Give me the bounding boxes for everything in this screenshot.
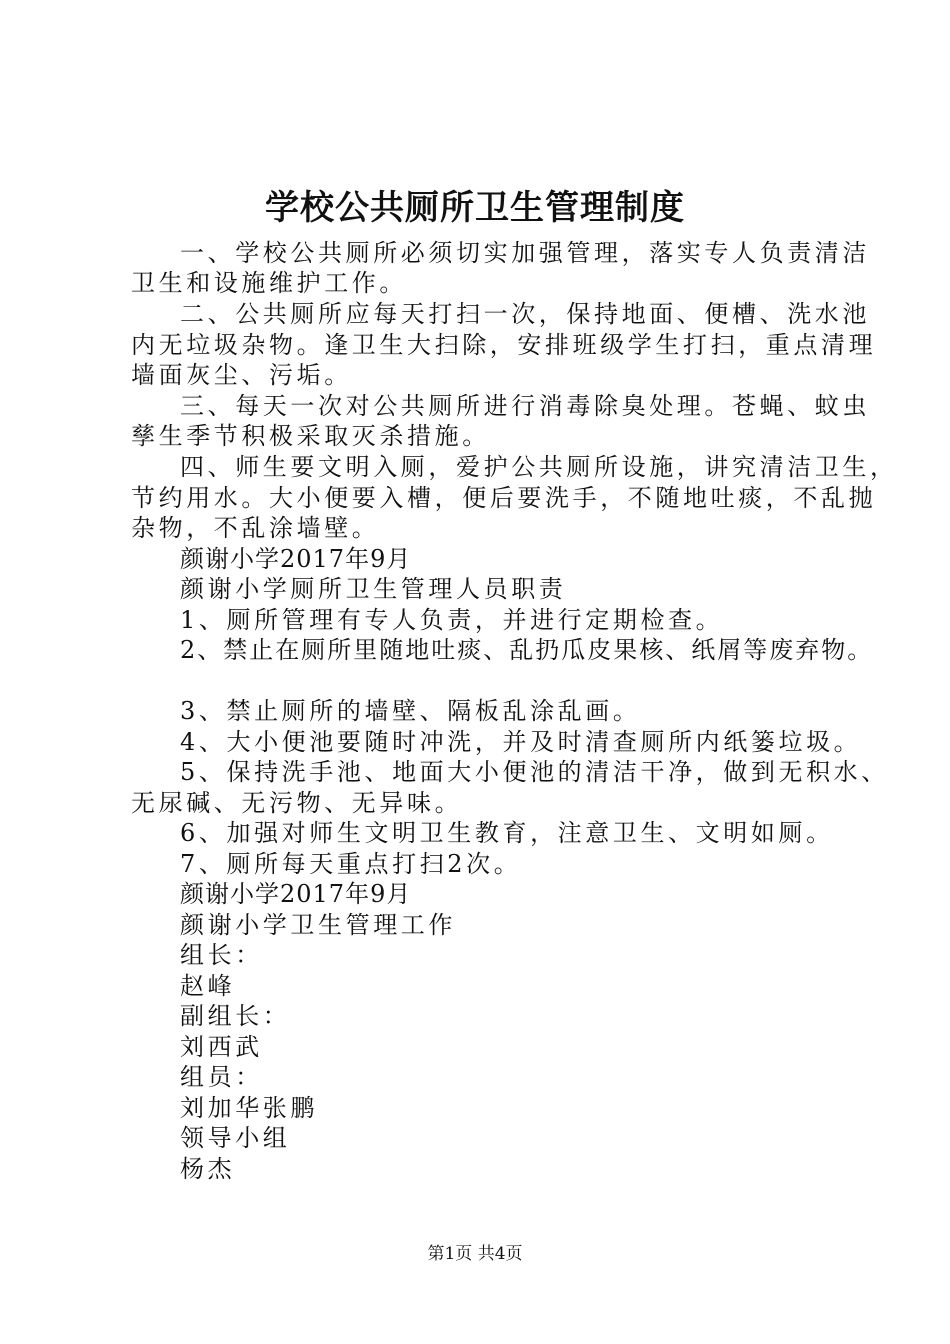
- paragraph-4-line-3: 杂物，不乱涂墙壁。: [131, 514, 380, 542]
- role-leader-label: 组长：: [180, 941, 263, 969]
- role-members-label: 组员：: [180, 1063, 263, 1091]
- duty-item-2: 2、禁止在厕所里随地吐痰、乱扔瓜皮果核、纸屑等废弃物。: [180, 636, 874, 664]
- duty-item-5-line-1: 5、保持洗手池、地面大小便池的清洁干净，做到无积水、: [180, 758, 889, 786]
- leadership-group-name: 杨杰: [180, 1155, 236, 1183]
- paragraph-2-line-3: 墙面灰尘、污垢。: [131, 361, 352, 389]
- paragraph-3-line-2: 孳生季节积极采取灭杀措施。: [131, 422, 490, 450]
- paragraph-1-line-2: 卫生和设施维护工作。: [131, 269, 407, 297]
- document-title: 学校公共厕所卫生管理制度: [265, 188, 685, 228]
- paragraph-4-line-2: 节约用水。大小便要入槽，便后要洗手，不随地吐痰，不乱抛: [131, 484, 877, 512]
- paragraph-4-line-1: 四、师生要文明入厕，爱护公共厕所设施，讲究清洁卫生，: [180, 453, 898, 481]
- duty-item-7: 7、厕所每天重点打扫2次。: [180, 850, 522, 878]
- signature-date-2: 颜谢小学2017年9月: [180, 880, 412, 908]
- section-heading-management: 颜谢小学卫生管理工作: [180, 911, 456, 939]
- duty-item-3: 3、禁止厕所的墙壁、隔板乱涂乱画。: [180, 697, 641, 725]
- paragraph-2-line-1: 二、公共厕所应每天打扫一次，保持地面、便槽、洗水池: [180, 300, 870, 328]
- paragraph-1-line-1: 一、学校公共厕所必须切实加强管理，落实专人负责清洁: [180, 239, 870, 267]
- role-leader-name: 赵峰: [180, 972, 236, 1000]
- role-deputy-label: 副组长：: [180, 1002, 291, 1030]
- leadership-group-heading: 领导小组: [180, 1124, 291, 1152]
- paragraph-2-line-2: 内无垃圾杂物。逢卫生大扫除，安排班级学生打扫，重点清理: [131, 331, 877, 359]
- duty-item-6: 6、加强对师生文明卫生教育，注意卫生、文明如厕。: [180, 819, 834, 847]
- duty-item-1: 1、厕所管理有专人负责，并进行定期检查。: [180, 606, 724, 634]
- section-heading-duties: 颜谢小学厕所卫生管理人员职责: [180, 575, 567, 603]
- role-deputy-name: 刘西武: [180, 1033, 263, 1061]
- paragraph-3-line-1: 三、每天一次对公共厕所进行消毒除臭处理。苍蝇、蚊虫: [180, 392, 870, 420]
- signature-date-1: 颜谢小学2017年9月: [180, 545, 412, 573]
- duty-item-4: 4、大小便池要随时冲洗，并及时清查厕所内纸篓垃圾。: [180, 728, 862, 756]
- role-members-names: 刘加华张鹏: [180, 1094, 318, 1122]
- page-footer: 第1页 共4页: [427, 1244, 523, 1264]
- duty-item-5-line-2: 无尿碱、无污物、无异味。: [131, 789, 463, 817]
